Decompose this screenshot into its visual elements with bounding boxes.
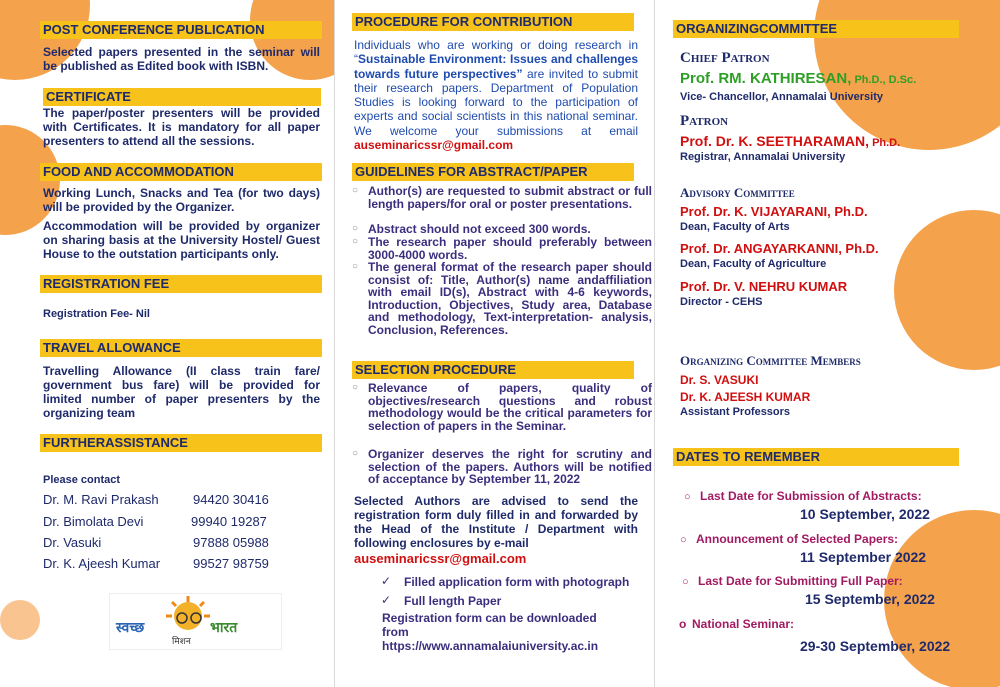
- date-value: 29-30 September, 2022: [800, 638, 951, 654]
- chief-patron-role: Vice- Chancellor, Annamalai University: [680, 91, 883, 103]
- guideline-item: Abstract should not exceed 300 words.: [368, 222, 591, 236]
- date-value: 15 September, 2022: [805, 591, 935, 607]
- date-label: Announcement of Selected Papers:: [696, 532, 899, 546]
- food-text-2: Accommodation will be provided by organizer on sharing basis at the University Hostel/ Guest House to the outstation participants only.: [43, 219, 320, 261]
- patron-degree: Ph.D.: [869, 137, 901, 149]
- procedure-text: [354, 38, 638, 152]
- registration-header: REGISTRATION FEE: [40, 275, 322, 293]
- advisory-name: Prof. Dr. V. NEHRU KUMAR: [680, 279, 848, 294]
- contact-name: Dr. Vasuki: [43, 535, 102, 550]
- decor-circle: [894, 210, 1000, 370]
- date-label: Last Date for Submitting Full Paper:: [698, 574, 903, 588]
- bullet-icon: ○: [682, 576, 689, 588]
- bullet-icon: ○: [352, 261, 359, 272]
- logo-word-2: भारत: [210, 620, 238, 636]
- bullet-icon: ○: [352, 448, 359, 459]
- decor-circle: [0, 600, 40, 640]
- procedure-text-rest: are invited to submit their research papers. Department of Population Studies is looking forward to the participation of experts and social scientists in this national seminar. We welcome your submissions at email: [354, 66, 638, 138]
- advisory-name: Prof. Dr. ANGAYARKANNI, Ph.D.: [680, 241, 879, 256]
- swachh-bharat-logo: [109, 593, 282, 650]
- contact-name: Dr. K. Ajeesh Kumar: [43, 556, 161, 571]
- logo-word-1: स्वच्छ: [116, 620, 145, 636]
- travel-header: TRAVEL ALLOWANCE: [40, 339, 322, 357]
- selection-item: Relevance of papers, quality of objectives/research questions and robust methodology would be the critical parameters for selection of papers in the Seminar.: [368, 381, 652, 433]
- guideline-item: Author(s) are requested to submit abstract or full length papers/for oral or poster presentations.: [368, 184, 652, 211]
- date-label: National Seminar:: [692, 617, 795, 631]
- please-contact-label: Please contact: [43, 474, 121, 486]
- contact-name: Dr. Bimolata Devi: [43, 514, 144, 529]
- advisory-label: Advisory Committee: [680, 185, 795, 200]
- contact-name: Dr. M. Ravi Prakash: [43, 492, 159, 507]
- certificate-text: The paper/poster presenters will be provided with Certificates. It is mandatory for all paper presenters to attend all the sessions.: [43, 106, 320, 148]
- guidelines-header: GUIDELINES FOR ABSTRACT/PAPER: [352, 163, 634, 181]
- date-value: 11 September 2022: [800, 549, 927, 565]
- procedure-email[interactable]: auseminaricssr@gmail.com: [354, 138, 514, 153]
- bullet-icon: ○: [684, 491, 691, 503]
- check-icon: ✓: [381, 593, 392, 607]
- procedure-header: PROCEDURE FOR CONTRIBUTION: [352, 13, 634, 31]
- enclosure-item: Filled application form with photograph: [404, 575, 630, 589]
- middle-panel: [334, 0, 654, 687]
- bullet-icon: ○: [352, 382, 359, 393]
- date-value: 10 September, 2022: [800, 506, 930, 522]
- selection-email[interactable]: auseminaricssr@gmail.com: [354, 551, 527, 566]
- guideline-item: The research paper should preferably between 3000-4000 words.: [368, 235, 652, 262]
- advisory-role: Dean, Faculty of Agriculture: [680, 258, 827, 270]
- contact-phone: 99940 19287: [191, 514, 267, 529]
- patron-name: [680, 133, 900, 151]
- selection-item: Organizer deserves the right for scrutiny and selection of the papers. Authors will be notified of acceptance by September 11, 2022: [368, 447, 652, 486]
- enclosure-item: Full length Paper: [404, 594, 502, 608]
- chief-patron-name: [680, 70, 916, 88]
- contact-phone: 99527 98759: [193, 556, 269, 571]
- chief-patron-name-text: Prof. RM. KATHIRESAN,: [680, 70, 852, 87]
- chief-patron-degree: Ph.D., D.Sc.: [851, 74, 917, 86]
- bullet-icon: ○: [352, 185, 359, 196]
- food-text-1: Working Lunch, Snacks and Tea (for two days) will be provided by the Organizer.: [43, 186, 320, 214]
- advisory-name: Prof. Dr. K. VIJAYARANI, Ph.D.: [680, 204, 868, 219]
- chief-patron-label: Chief Patron: [680, 50, 770, 66]
- certificate-header: CERTIFICATE: [43, 88, 321, 106]
- logo-sub: मिशन: [172, 637, 191, 647]
- procedure-text-intro: Individuals who are working or doing research in “: [354, 38, 638, 67]
- members-label: Organizing Committee Members: [680, 353, 861, 368]
- guideline-item: The general format of the research paper should consist of: Title, Author(s) name andaffiliation with email ID(s), Abstract with 4-6 keywords, Introduction, Objectives, Study area, Database and methodology, Text-interpretation- analysis, Conclusion, References.: [368, 260, 652, 337]
- patron-label: Patron: [680, 113, 729, 129]
- post-conference-text: Selected papers presented in the seminar will be published as Edited book with ISBN.: [43, 45, 320, 73]
- contact-phone: 97888 05988: [193, 535, 269, 550]
- download-text: Registration form can be downloaded from https://www.annamalaiuniversity.ac.in: [382, 611, 599, 653]
- date-label: Last Date for Submission of Abstracts:: [700, 489, 922, 503]
- food-header: FOOD AND ACCOMMODATION: [40, 163, 322, 181]
- left-panel: [0, 0, 334, 687]
- check-icon: ✓: [381, 574, 392, 588]
- travel-text: Travelling Allowance (II class train fare/ government bus fare) will be provided for limited number of paper presenters by the organizing team: [43, 364, 320, 420]
- right-panel: [654, 0, 1000, 687]
- registration-text: Registration Fee- Nil: [43, 308, 150, 320]
- patron-name-text: Prof. Dr. K. SEETHARAMAN,: [680, 133, 870, 149]
- bullet-icon: ○: [352, 223, 359, 234]
- patron-role: Registrar, Annamalai University: [680, 151, 846, 163]
- advisory-role: Director - CEHS: [680, 296, 763, 308]
- bullet-icon: ○: [352, 236, 359, 247]
- members-role: Assistant Professors: [680, 406, 791, 418]
- member-name: Dr. S. VASUKI: [680, 373, 759, 387]
- organizing-committee-header: ORGANIZINGCOMMITTEE: [673, 20, 959, 38]
- selection-header: SELECTION PROCEDURE: [352, 361, 634, 379]
- procedure-seminar-title: Sustainable Environment: Issues and challenges towards future perspectives”: [354, 52, 638, 81]
- selected-authors-text: Selected Authors are advised to send the registration form duly filled in and forwarded by the Head of the Institute / Department with following enclosures by e-mail: [354, 494, 638, 550]
- bullet-icon: o: [679, 617, 687, 631]
- dates-header: DATES TO REMEMBER: [673, 448, 959, 466]
- contact-phone: 94420 30416: [193, 492, 269, 507]
- post-conference-header: POST CONFERENCE PUBLICATION: [40, 21, 322, 39]
- bullet-icon: ○: [680, 534, 687, 546]
- advisory-role: Dean, Faculty of Arts: [680, 221, 790, 233]
- further-assistance-header: FURTHERASSISTANCE: [40, 434, 322, 452]
- member-name: Dr. K. AJEESH KUMAR: [680, 390, 811, 404]
